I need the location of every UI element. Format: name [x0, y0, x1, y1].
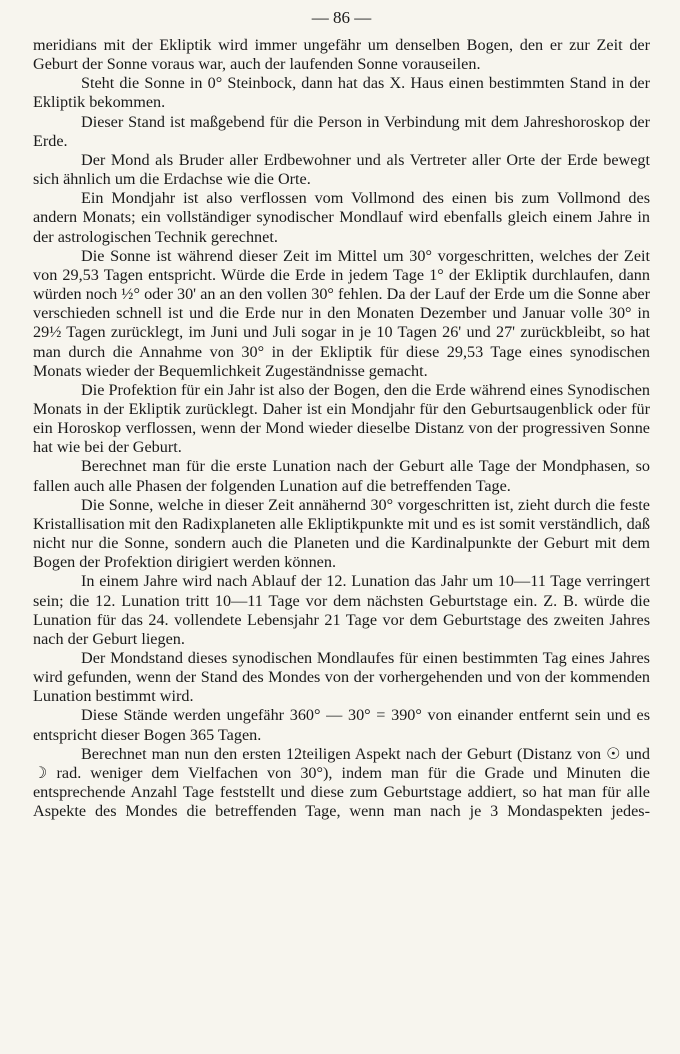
paragraph-12: Diese Stände werden ungefähr 360° — 30° = 390° von einander entfernt sein und es entspricht dieser Bogen 365 Tagen. — [33, 706, 650, 744]
paragraph-5: Ein Mondjahr ist also verflossen vom Vollmond des einen bis zum Vollmond des andern Monats; ein vollständiger synodischer Mondlauf wird ebenfalls gleich einem Jahre in der astrologischen Technik gerechnet. — [33, 189, 650, 246]
paragraph-8: Berechnet man für die erste Lunation nach der Geburt alle Tage der Mondphasen, so fallen auch alle Phasen der folgenden Lunation auf die betreffenden Tage. — [33, 457, 650, 495]
paragraph-10: In einem Jahre wird nach Ablauf der 12. Lunation das Jahr um 10—11 Tage verringert sein; die 12. Lunation tritt 10—11 Tage vor dem nächsten Geburtstage ein. Z. B. würde die Lunation für das 24. vollendete Lebensjahr 21 Tage vor dem Geburtstage des zweiten Jahres nach der Geburt liegen. — [33, 572, 650, 648]
page-number: — 86 — — [311, 8, 372, 27]
body-text — [33, 36, 650, 821]
document-page — [33, 8, 650, 821]
paragraph-7: Die Profektion für ein Jahr ist also der Bogen, den die Erde während eines Synodischen Monats in der Ekliptik zurücklegt. Daher ist ein Mondjahr für den Geburtsaugenblick oder für ein Horoskop verflossen, wenn der Mond wieder dieselbe Distanz von der progressiven Sonne hat wie bei der Geburt. — [33, 380, 650, 457]
paragraph-1: meridians mit der Ekliptik wird immer ungefähr um denselben Bogen, den er zur Zeit der Geburt der Sonne voraus war, auch der laufenden Sonne vorauseilen. — [33, 36, 650, 74]
paragraph-6: Die Sonne ist während dieser Zeit im Mittel um 30° vorgeschritten, welches der Zeit von 29,53 Tagen entspricht. Würde die Erde in jedem Tage 1° der Ekliptik durchlaufen, dann würden noch ½° oder 30' an an den vollen 30° fehlen. Da der Lauf der Erde um die Sonne aber verschieden schnell ist und die Erde nur in den Monaten Dezember und Januar volle 30° in 29½ Tagen zurücklegt, im Juni und Juli sogar in je 10 Tagen 26' und 27' zurückbleibt, so hat man durch die Annahme von 30° in der Ekliptik für diese 29,53 Tage eines synodischen Monats wieder der Bequemlichkeit Zugeständnisse gemacht. — [33, 246, 650, 380]
paragraph-4: Der Mond als Bruder aller Erdbewohner und als Vertreter aller Orte der Erde bewegt sich ähnlich um die Erdachse wie die Orte. — [33, 150, 650, 189]
paragraph-11: Der Mondstand dieses synodischen Mondlaufes für einen bestimmten Tag eines Jahres wird gefunden, wenn der Stand des Mondes von der vorhergehenden und von der kommenden Lunation bestimmt wird. — [33, 649, 650, 706]
paragraph-13: Berechnet man nun den ersten 12teiligen Aspekt nach der Geburt (Distanz von ☉ und ☽ rad. weniger dem Vielfachen von 30°), indem man für die Grade und Minuten die entsprechende Anzahl Tage feststellt und diese zum Geburtstage addiert, so hat man für alle Aspekte des Mondes die betreffenden Tage, wenn man nach je 3 Mondaspekten jedes- — [33, 744, 650, 821]
paragraph-2: Steht die Sonne in 0° Steinbock, dann hat das X. Haus einen bestimmten Stand in der Ekliptik bekommen. — [33, 74, 650, 112]
paragraph-3: Dieser Stand ist maßgebend für die Person in Verbindung mit dem Jahreshoroskop der Erde. — [33, 112, 650, 150]
paragraph-9: Die Sonne, welche in dieser Zeit annähernd 30° vorgeschritten ist, zieht durch die feste Kristallisation mit den Radixplaneten alle Ekliptikpunkte mit und es ist somit verständlich, daß nicht nur die Sonne, sondern auch die Planeten und die Kardinalpunkte der Geburt mit dem Bogen der Profektion dirigiert werden können. — [33, 495, 650, 572]
